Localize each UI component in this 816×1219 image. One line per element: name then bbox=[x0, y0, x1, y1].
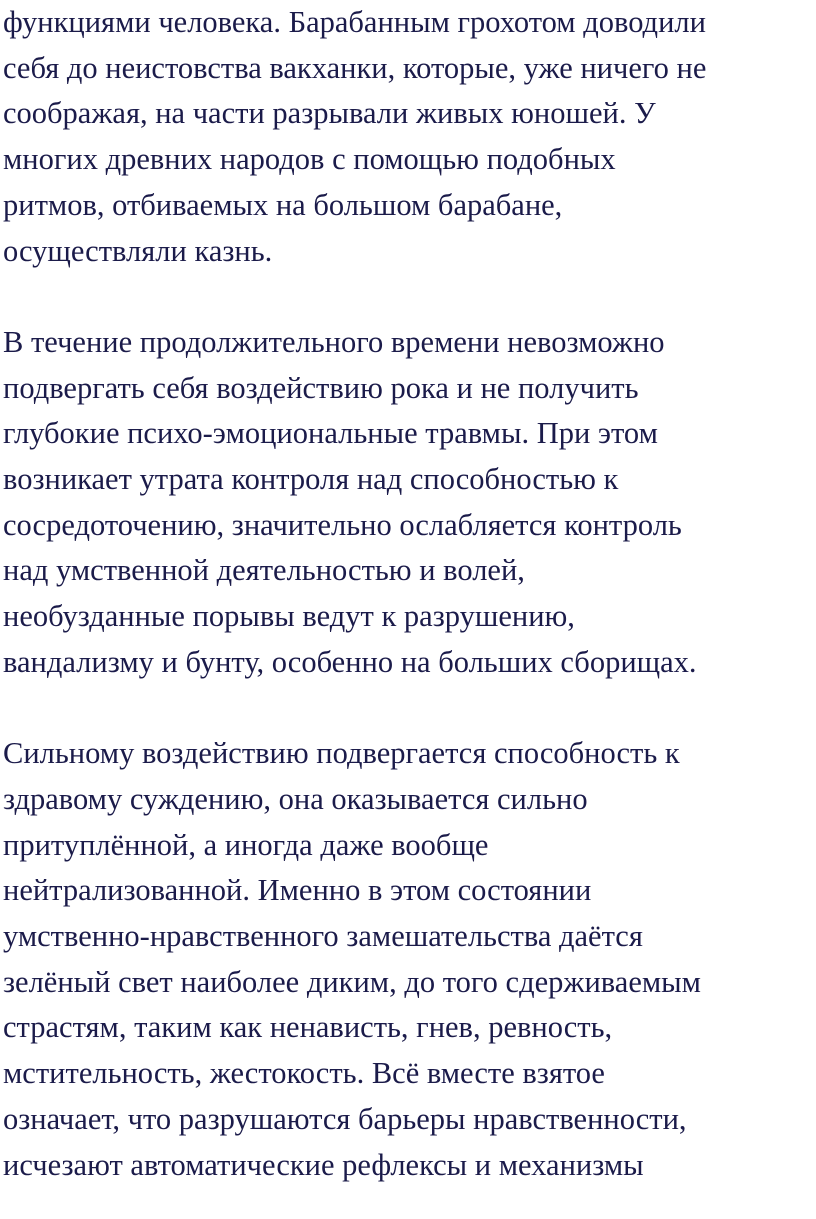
paragraph-spacer bbox=[3, 686, 816, 732]
text-line: ритмов, отбиваемых на большом барабане, bbox=[3, 187, 563, 222]
paragraph-2 bbox=[3, 320, 816, 686]
text-line: себя до неистовства вакханки, которые, уже ничего не bbox=[3, 50, 707, 85]
text-line: необузданные порывы ведут к разрушению, bbox=[3, 599, 575, 634]
text-line: сосредоточению, значительно ослабляется контроль bbox=[3, 507, 682, 542]
text-line: мстительность, жестокость. Всё вместе взятое bbox=[3, 1056, 605, 1091]
text-line: подвергать себя воздействию рока и не получить bbox=[3, 370, 639, 405]
text-line: Сильному воздействию подвергается способность к bbox=[3, 736, 680, 771]
text-line: функциями человека. Барабанным грохотом доводили bbox=[3, 5, 706, 39]
text-line: многих древних народов с помощью подобных bbox=[3, 142, 616, 177]
paragraph-3 bbox=[3, 731, 816, 1188]
text-line: возникает утрата контроля над способностью к bbox=[3, 462, 619, 497]
text-line: зелёный свет наиболее диким, до того сдерживаемым bbox=[3, 964, 701, 999]
text-line: притуплённой, а иногда даже вообще bbox=[3, 827, 489, 862]
text-line: В течение продолжительного времени невозможно bbox=[3, 324, 665, 359]
text-line: нейтрализованной. Именно в этом состоянии bbox=[3, 873, 592, 908]
text-line: глубокие психо-эмоциональные травмы. При этом bbox=[3, 416, 658, 451]
text-line: над умственной деятельностью и волей, bbox=[3, 553, 525, 588]
text-line: осуществляли казнь. bbox=[3, 233, 273, 268]
text-line: означает, что разрушаются барьеры нравственности, bbox=[3, 1101, 687, 1136]
paragraph-1 bbox=[3, 0, 816, 274]
paragraph-spacer bbox=[3, 274, 816, 320]
text-line: соображая, на части разрывали живых юношей. У bbox=[3, 96, 656, 131]
text-line: страстям, таким как ненависть, гнев, ревность, bbox=[3, 1010, 613, 1045]
document-page bbox=[3, 0, 816, 1188]
text-line: вандализму и бунту, особенно на больших сборищах. bbox=[3, 644, 697, 679]
text-line: исчезают автоматические рефлексы и механизмы bbox=[3, 1147, 644, 1182]
text-line: здравому суждению, она оказывается сильно bbox=[3, 781, 588, 816]
text-line: умственно-нравственного замешательства даётся bbox=[3, 919, 643, 954]
